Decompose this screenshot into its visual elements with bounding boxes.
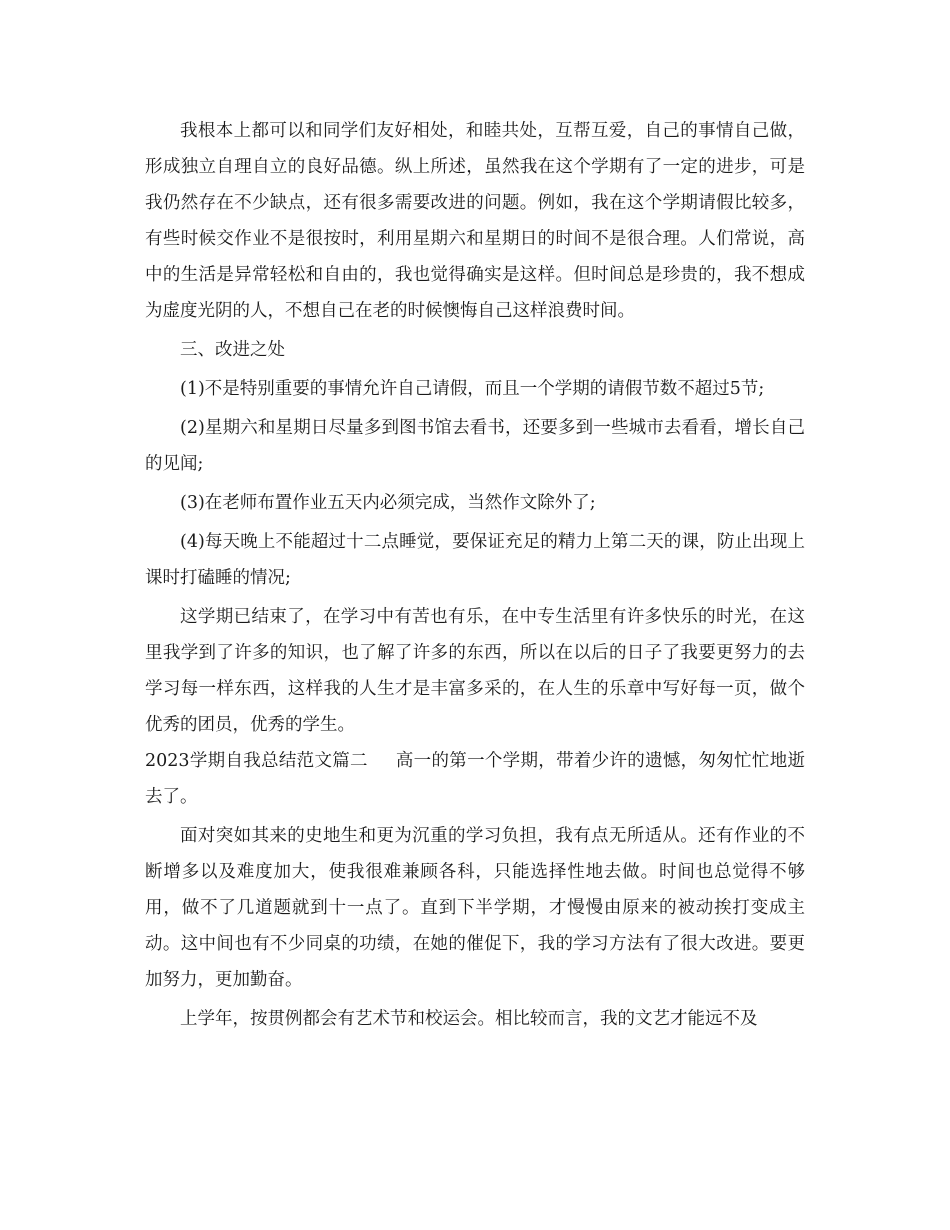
section-title-line [145,743,805,815]
list-item: (3)在老师布置作业五天内必须完成，当然作文除外了; [180,493,596,513]
list-item: (2)星期六和星期日尽量多到图书馆去看书，还要多到一些城市去看看，增长自己的见闻; [145,418,805,474]
paragraph: 这学期已结束了，在学习中有苦也有乐，在中专生活里有许多快乐的时光，在这里我学到了许多的知识，也了解了许多的东西，所以在以后的日子了我要更努力的去学习每一样东西，这样我的人生才是丰富多采的，在人生的乐章中写好每一页，做个优秀的团员，优秀的学生。 [145,607,805,735]
section-intro: 高一的第一个学期，带着少许的遗憾，匆匆忙忙地逝去了。 [145,751,805,807]
paragraph: 上学年，按贯例都会有艺术节和校运会。相比较而言，我的文艺才能远不及 [180,1009,758,1029]
list-item: (4)每天晚上不能超过十二点睡觉，要保证充足的精力上第二天的课，防止出现上课时打磕睡的情况; [145,532,805,588]
paragraph: 我根本上都可以和同学们友好相处，和睦共处，互帮互爱，自己的事情自己做，形成独立自理自立的良好品德。纵上所述，虽然我在这个学期有了一定的进步，可是我仍然存在不少缺点，还有很多需要改进的问题。例如，我在这个学期请假比较多，有些时候交作业不是很按时，利用星期六和星期日的时间不是很合理。人们常说，高中的生活是异常轻松和自由的，我也觉得确实是这样。但时间总是珍贵的，我不想成为虚度光阴的人，不想自己在老的时候懊悔自己这样浪费时间。 [145,121,805,321]
section-heading: 三、改进之处 [180,340,285,360]
section-title: 2023学期自我总结范文篇二 [145,751,368,771]
list-item: (1)不是特别重要的事情允许自己请假，而且一个学期的请假节数不超过5节; [180,379,765,399]
document-body [145,113,805,1037]
paragraph: 面对突如其来的史地生和更为沉重的学习负担，我有点无所适从。还有作业的不断增多以及难度加大，使我很难兼顾各科，只能选择性地去做。时间也总觉得不够用，做不了几道题就到十一点了。直到下半学期，才慢慢由原来的被动挨打变成主动。这中间也有不少同桌的功绩，在她的催促下，我的学习方法有了很大改进。要更加努力，更加勤奋。 [145,826,805,990]
